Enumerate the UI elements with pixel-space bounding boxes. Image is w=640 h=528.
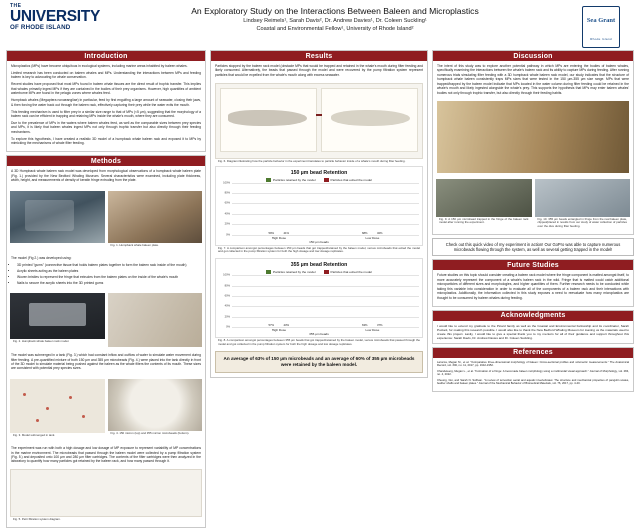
figure-baleen-closeup-image — [437, 101, 629, 173]
model-bullet-3: • Woven bristles to represent the fringe that extrudes from the baleen plates on the inside of the whale's mouth — [17, 275, 201, 279]
references-list — [433, 358, 633, 391]
caption-fig9: Fig. 9. A 150 µm microbead trapped in the fringe of the baleen rack model after running the experiment. — [439, 216, 529, 225]
experiment-text: The experiment was run with both a high dosage and low dosage of MP exposure to represent variability of MP concentrations in the marine environment. The microbeads that passed through the baleen model were collected by a pump filtration system (Fig. 5.) and deposited onto 100 µm and 280 µm filter cartridges. The contents of the filter cartridges were then analyzed in the laboratory to quantify how many particles got retained by the baleen rack, and how many passed through it. — [11, 446, 201, 464]
figure-diagram-wrap — [7, 469, 205, 527]
model-intro-text: The model (Fig 2.) was developed using: — [11, 255, 72, 260]
figure-submerged-image — [10, 379, 105, 433]
sea-grant-logo — [568, 4, 634, 48]
bar-355-high-retained-value: 57% — [268, 323, 275, 328]
legend-item-retained — [266, 178, 315, 182]
chart-150-legend — [219, 177, 419, 185]
discussion-fig9-wrap — [436, 179, 532, 231]
chart-150-xtitle: 150 µm beads — [309, 239, 329, 244]
introduction-body — [7, 61, 205, 151]
chart-150-cat-low: Low Dose — [365, 235, 380, 240]
chart-355-wrap — [211, 258, 427, 351]
ytick-355-20: 20% — [224, 315, 230, 319]
chart-355-group-high — [265, 275, 292, 327]
chart-150-yaxis — [219, 183, 232, 235]
section-references — [432, 347, 634, 392]
ytick-355-100: 100% — [223, 273, 230, 277]
methods-figure-row-2 — [7, 290, 205, 350]
section-methods — [6, 155, 206, 528]
chart-355-xtitle: 355 µm beads — [309, 332, 329, 337]
ytick-40: 40% — [224, 212, 230, 216]
column-right — [432, 50, 634, 478]
schematic-whale-right — [331, 110, 409, 126]
affiliations: Coastal and Environmental Fellow¹, University of Rhode Island² — [256, 25, 414, 32]
methods-model-intro — [7, 253, 205, 290]
ytick-355-60: 60% — [224, 294, 230, 298]
figure-baleen-plate-wrap — [108, 191, 203, 250]
bar-355-low-exited-value: 37% — [376, 323, 383, 328]
video-callout[interactable]: Check out this quick video of my experiment in action! Our GoPro was able to capture numerous microbeads flowing through the system, as well as several getting trapped in the model! — [432, 238, 634, 257]
ytick-100: 100% — [223, 181, 230, 185]
chart-355-cat-low: Low Dose — [365, 328, 380, 333]
results-paragraph: Particles stopped by the baleen rack model (obstacle MPs that would be trapped and retained in the whale's mouth during filter feeding and likely consumed. Alternatively, the beads that passed through the model and were recovered by the pump filtration system represent particles that would be expelled from the whale's mouth along with excess seawater. — [215, 64, 423, 77]
figure-tank-image — [10, 191, 105, 243]
figure-petri-wrap — [108, 379, 203, 440]
methods-figure-row-3 — [7, 376, 205, 443]
chart-355-plot — [219, 275, 419, 327]
legend-item-exited — [324, 178, 372, 182]
logo-university: UNIVERSITY — [10, 8, 101, 25]
section-future-studies — [432, 259, 634, 306]
page-title: An Exploratory Study on the Interactions Between Baleen and Microplastics — [191, 6, 479, 16]
chart-150-title: 150 µm bead Retention — [290, 169, 348, 176]
ytick-355-0: 0% — [226, 325, 230, 329]
methods-heading: Methods — [7, 156, 205, 166]
acknowledgments-heading: Acknowledgments — [433, 311, 633, 321]
bar-355-high-exited-value: 43% — [283, 323, 290, 328]
discussion-fig10-wrap — [535, 179, 631, 231]
video-callout-wrap[interactable] — [432, 238, 634, 257]
poster-columns — [6, 50, 634, 522]
methods-model-desc — [7, 350, 205, 376]
chart-355-legend — [219, 270, 419, 274]
legend-label-exited: Particles that exited the model — [330, 177, 372, 182]
model-bullet-1: • 3D printed "gums" (connective tissue that holds baleen plates together to form the baleen rack inside of the mouth) — [17, 263, 201, 267]
figure-feeding-schematic — [215, 83, 423, 159]
reference-2: Chandeleerg, Megan L., et al. "Formation of a fringe: A best-made baleen morphology using a multimodal visual approach." Journal of Morphology, vol. 284, no. 4, 2022. — [437, 369, 629, 377]
figure-mesh-image — [108, 293, 203, 347]
poster-header — [6, 4, 634, 50]
reference-3: Cheung, Gio, and Sarah N. Sullivan. "A review of terrestrial, aerial and aquatic invertebrates: The structure and mechanical properties of pangolin scales, feather shafts and baleen plates." Journal of the Mechanical Behavior of Biomedical Materials, vol. 76, 2017, pp. 4-20. — [437, 378, 629, 386]
bar-150-high-exited-value: 41% — [283, 230, 290, 235]
intro-p7: To explore this hypothesis, I have created a realistic 3D model of a humpback whale baleen rack and exposed it to MPs by mimicking the mechanisms of whale filter feeding. — [11, 136, 201, 146]
ytick-20: 20% — [224, 222, 230, 226]
figure-3d-model-image — [10, 293, 105, 339]
caption-fig7: Fig. 7. A comparison amongst percentages between 150 µm beads that got trapped/retained by the baleen model, versus microbeads that exited the model and got collected in the pump filtration system for both the high dosage and low dosage replicates. — [218, 245, 420, 254]
figure-tank-wrap — [10, 191, 105, 250]
section-introduction — [6, 50, 206, 152]
section-results — [210, 50, 428, 378]
chart-150-bars — [232, 183, 419, 235]
methods-intro: A 3D Humpback whale baleen rack model was developed from morphological observations of a humpback whale baleen plate (Fig. 1.) provided by the New Bedford Whaling Museum. Several characteristics were examined, including plate thickness, width, height, and measurements of density of keratin fringe extruding from the plate. — [11, 169, 201, 182]
title-block — [102, 4, 568, 33]
intro-p2: Limited research has been conducted on baleen whales and MPs. Understanding the interactions between MPs and feeding baleen is key to advocating for whale conservation. — [11, 70, 201, 80]
future-body — [433, 270, 633, 305]
sea-grant-sub: Rhode Island — [590, 37, 612, 41]
legend-item-exited-355 — [324, 270, 372, 274]
chart-150-group-low — [359, 183, 386, 235]
methods-experiment — [7, 443, 205, 469]
ytick-60: 60% — [224, 201, 230, 205]
caption-fig8: Fig. 8. A comparison amongst percentages between 355 µm beads that got trapped/retained by the baleen model, versus microbeads that passed through the model and got collected in the pump filtration system for both the high dosage and low dosage replicates. — [218, 338, 420, 346]
chart-150um — [215, 166, 423, 246]
figure-baleen-plate-image — [108, 191, 203, 243]
ytick-355-80: 80% — [224, 284, 230, 287]
bar-150-low-retained-value: 68% — [361, 230, 368, 235]
chart-150-group-high — [265, 183, 292, 235]
methods-figure-row-1 — [7, 188, 205, 253]
chart-355-title: 355 µm bead Retention — [290, 262, 348, 269]
bar-150-high-retained-value: 59% — [268, 230, 275, 235]
discussion-figure-row — [433, 176, 633, 234]
caption-fig4: Fig. 4. 150 micron (top) and 355 micron microbeads (bottom). — [110, 431, 190, 436]
chart-355-group-low — [359, 275, 386, 327]
figure-submerged-wrap — [10, 379, 105, 440]
figure-petri-image — [108, 379, 203, 431]
ytick-355-40: 40% — [224, 304, 230, 308]
model-bullet-2: • Acrylic sheets acting as the baleen plates — [17, 269, 201, 273]
future-heading: Future Studies — [433, 260, 633, 270]
caption-fig3: Fig. 3. Model submerged in tank. — [13, 433, 56, 438]
discussion-figure-wrap — [433, 101, 633, 176]
results-schematic-wrap — [211, 83, 427, 166]
caption-fig2: Fig. 2. Humpback whale baleen rack model. — [13, 339, 70, 344]
model-desc-text: The model was submerged in a tank (Fig. 3.) which had constant inflow and outflow of water to simulate water movement during filter feeding. A pre-quantified mixture of both 150 µm and 355 µm microbeads (Fig. 4.) were placed into the tank directly in front of the 3D model to simulate material being pushed against the baleen as the whale filters the contents of its mouth. These sizes are consistent with potential prey species sizes. — [11, 353, 201, 371]
intro-p3: Recent studies have proposed that most MPs found in baleen whale tissues are the direct result of trophic transfer. This implies that whales primarily ingest MPs if they are contained in the bodies of their prey organisms. However, high quantities of ambient waterborne MPs are found in the pelagic zones where whales feed. — [11, 82, 201, 96]
chart-355-cat-high: High Dose — [271, 328, 287, 333]
chart-355um — [215, 258, 423, 338]
model-bullets — [11, 263, 201, 286]
intro-p4: Humpback whales (Megaptera novaeangliae) in particular, feed by first engulfing a large amount of seawater, closing their jaws, & then forcing the water back out through the baleen rack, effectively capturing their prey while the water exits the mouth. — [11, 98, 201, 107]
figure-fig10-image — [535, 179, 631, 217]
logo-the: THE — [10, 3, 22, 9]
legend-label-retained: Particles retained by the model — [273, 177, 316, 182]
results-heading: Results — [211, 51, 427, 61]
results-conclusion: An average of 63% of 150 µm microbeads and an average of 60% of 355 µm microbeads were retained by the baleen model. — [215, 351, 423, 373]
figure-fig9-image — [436, 179, 532, 217]
reference-1: Larocca, Megan M., et al. "Comparative three-dimensional morphology of baleen: Cross-sectional profiles and volumetric measurements." The Anatomical Record, vol. 300, no. 11, 2017, pp. 1942-1952. — [437, 360, 629, 368]
chart-150-cat-high: High Dose — [271, 235, 287, 240]
methods-body — [7, 166, 205, 188]
model-bullet-4: • Nails to secure the acrylic sheets into the 3D printed gums — [17, 281, 201, 285]
sea-grant-badge — [582, 6, 620, 48]
authors: Lindsey Reimels¹, Sarah Davis², Dr. Andrew Davies¹, Dr. Coleen Suckling¹ — [243, 18, 427, 24]
legend-label-retained-355: Particles retained by the model — [273, 270, 316, 275]
caption-fig5: Fig. 5. Petri filtration system diagram. — [13, 517, 61, 522]
chart-150-plot — [219, 183, 419, 235]
legend-item-retained-355 — [266, 270, 315, 274]
acknowledgments-text: I would like to extend my gratitude to the Picard family as well as the Coastal and Environmental Fellowship and its coordinator, Sarah Puckett, for making this research possible. I would also like to thank the New Bedford Whaling Museum for loaning us the materials used to create this project. Lastly, I would like to give a special thank you to my mentors for all of their guidance and support throughout this experience: Sarah Davis, Dr. Andrew Davies and Dr. Coleen Suckling. — [437, 323, 629, 340]
chart-355-yaxis — [219, 275, 232, 327]
chart-355-bars — [232, 275, 419, 327]
ytick-0: 0% — [226, 233, 230, 237]
discussion-body — [433, 61, 633, 101]
schematic-whale-left — [228, 110, 306, 126]
section-acknowledgments — [432, 310, 634, 344]
discussion-p1: The intent of this study was to explore another potential pathway in which MPs are entering the bodies of baleen whales, specifically examining the interactions between the whale's baleen rack and its ability to capture MPs during feeding. After running numerous trials simulating filter feeding with a 3D humpback whale baleen rack model, our study indicates that the structure of humpback whale baleen consistently traps MPs sizes that were tested in the 150 µm-355 µm size range. MPs that were trapped/trapped by the baleen model indicate that MPs located in the water column during filter feeding could be retained in the whale's mouth and likely ingested alongside the whale's prey. This supports the hypothesis that MPs may enter baleen whales' bodies not only through trophic transfer, but also directly through their feeding habits. — [437, 64, 629, 95]
ytick-80: 80% — [224, 191, 230, 195]
future-text: Future studies on this topic should consider creating a baleen rack model where the fringe component is matted amongst itself, to more accurately represent the component of a whale's baleen rack in the wild. Fringe that is matted could catch additional microparticles of different sizes and morphologies, and higher quantities of them. Further research needs to be conducted while taking this variable into consideration in order to evaluate all of the components of a baleen rack and their interactions with microplastics. Additionally, the information collected in this study exposes a need to reevaluate how many microplastics are thought to be consumed by baleen whales during feeding. — [437, 273, 629, 300]
caption-fig6: Fig. 6. Diagram illustrating how the particle behavior in the experiment translates to particle behavior inside of a whale's mouth during filter feeding. — [218, 158, 406, 163]
bar-355-low-retained-value: 63% — [361, 323, 368, 328]
caption-fig1: Fig. 1. Humpback whale baleen plate. — [110, 242, 159, 247]
uri-logo — [6, 4, 102, 31]
figure-model-wrap — [10, 293, 105, 347]
chart-150-wrap — [211, 166, 427, 259]
schematic-arrow-icon — [316, 114, 322, 116]
bar-150-low-exited-value: 32% — [376, 230, 383, 235]
results-conclusion-wrap — [211, 351, 427, 377]
legend-label-exited-355: Particles that exited the model — [330, 270, 372, 275]
introduction-heading: Introduction — [7, 51, 205, 61]
figure-mesh-wrap — [108, 293, 203, 347]
column-left — [6, 50, 206, 522]
results-body — [211, 61, 427, 83]
references-heading: References — [433, 348, 633, 358]
figure-filtration-diagram — [10, 469, 202, 517]
intro-p6: Due to the prevalence of MPs in the waters where baleen whales feed, as well as the comparable sizes between prey species and MPs, it is likely that baleen whales ingest MPs not only through trophic transfer but also directly through their feeding mechanisms. — [11, 120, 201, 134]
intro-p5: This feeding mechanism is used to filter prey in a similar size range to that of MPs (<5 µm), suggesting that the morphology of a baleen rack can be efficient in trapping and retaining MPs inside the whale's mouth, where they are consumed. — [11, 109, 201, 118]
section-discussion — [432, 50, 634, 235]
column-center — [210, 50, 428, 478]
discussion-heading: Discussion — [433, 51, 633, 61]
caption-fig10: Fig. 10. 355 µm beads entangled in fringe from the real baleen plate, clipped/placed in results from our study of water collection of particles over the dive during filter feeding. — [537, 216, 627, 229]
logo-of-rhode-island: OF RHODE ISLAND — [10, 23, 71, 31]
intro-p1: Microplastics (MPs) have become ubiquitous in ecological systems, including marine areas inhabited by baleen whales. — [11, 64, 188, 68]
sea-grant-name: Sea Grant — [586, 17, 616, 24]
